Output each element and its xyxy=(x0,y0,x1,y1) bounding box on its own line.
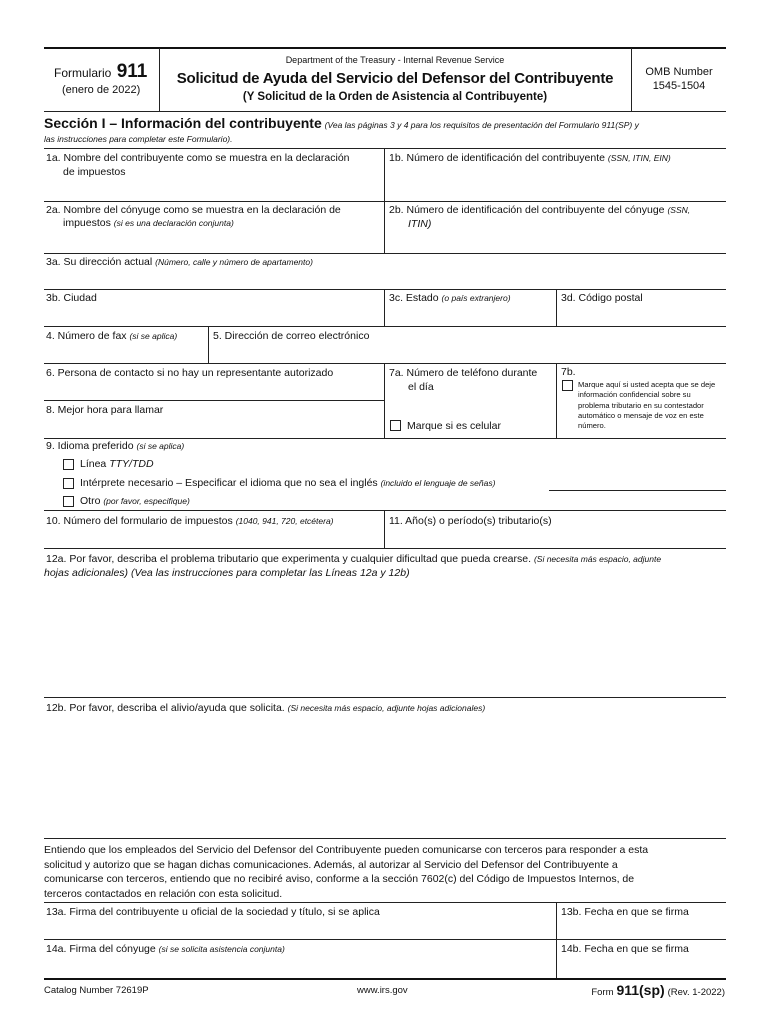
field-10-note: (1040, 941, 720, etcétera) xyxy=(235,516,334,526)
form-number: 911 xyxy=(116,61,148,82)
field-3a-note: (Número, calle y número de apartamento) xyxy=(155,257,313,267)
field-10-label xyxy=(46,514,334,528)
field-1a-label: 1a. Nombre del contribuyente como se muestra en la declaración xyxy=(46,152,350,164)
website: www.irs.gov xyxy=(357,985,408,996)
field-6-label: 6. Persona de contacto si no hay un representante autorizado xyxy=(46,367,334,379)
field-12b-note: (Si necesita más espacio, adjunte hojas adicionales) xyxy=(287,703,486,713)
voicemail-consent-checkbox[interactable] xyxy=(562,380,573,391)
field-5-label: 5. Dirección de correo electrónico xyxy=(213,330,370,342)
cell-phone-label: Marque si es celular xyxy=(407,420,501,432)
field-2a-cont xyxy=(63,216,234,230)
field-4-note: (si se aplica) xyxy=(129,331,178,341)
field-3c-input[interactable] xyxy=(385,306,556,325)
catalog-number: Catalog Number 72619P xyxy=(44,985,149,996)
field-7a-label: 7a. Número de teléfono durante xyxy=(389,367,538,379)
footer-rev: (Rev. 1-2022) xyxy=(667,987,725,998)
taxpayer-signature-input[interactable] xyxy=(44,920,556,938)
field-2b-label xyxy=(389,203,690,217)
other-note: (por favor, especifique) xyxy=(103,496,190,506)
field-7a-cont: el día xyxy=(408,381,434,393)
field-3a-input[interactable] xyxy=(44,270,726,288)
interpreter-note: (incluido el lenguaje de señas) xyxy=(380,478,496,488)
field-3d-label: 3d. Código postal xyxy=(561,292,643,304)
field-2a-cont-text: impuestos xyxy=(63,217,111,229)
field-1a-input[interactable] xyxy=(44,180,384,200)
field-1b-text: 1b. Número de identificación del contribuyente xyxy=(389,152,605,164)
tty-italic: TTY/TDD xyxy=(109,458,154,470)
field-3d-input[interactable] xyxy=(557,306,726,325)
field-12b-text: 12b. Por favor, describa el alivio/ayuda que solicita. xyxy=(46,702,285,714)
tty-text: Línea xyxy=(80,458,107,470)
field-9-label xyxy=(46,439,184,453)
form-id-footer xyxy=(591,982,725,998)
field-8-label: 8. Mejor hora para llamar xyxy=(46,404,164,416)
field-12a-note: (Si necesita más espacio, adjunte xyxy=(533,554,662,564)
field-1b-input[interactable] xyxy=(385,180,726,200)
section-note: (Vea las páginas 3 y 4 para los requisitos de presentación del Formulario 911(SP) y xyxy=(324,120,639,130)
interpreter-language-line[interactable] xyxy=(549,490,726,491)
field-12b-input[interactable] xyxy=(44,717,726,837)
other-text: Otro xyxy=(80,495,101,507)
field-4-input[interactable] xyxy=(44,344,208,362)
cell-phone-checkbox[interactable] xyxy=(390,420,401,431)
field-12a-label xyxy=(46,552,661,566)
field-14a-label xyxy=(46,942,285,956)
field-3c-note: (o país extranjero) xyxy=(441,293,511,303)
field-1b-label xyxy=(389,151,671,165)
field-12a-input[interactable] xyxy=(44,582,726,696)
field-7b-label: 7b. xyxy=(561,366,576,378)
field-2b-input[interactable] xyxy=(385,232,726,252)
field-2a-input[interactable] xyxy=(44,232,384,252)
field-14b-label: 14b. Fecha en que se firma xyxy=(561,943,689,955)
field-3b-label: 3b. Ciudad xyxy=(46,292,97,304)
form-subtitle: (Y Solicitud de la Orden de Asistencia al Contribuyente) xyxy=(242,91,548,103)
field-2b-note2: ITIN) xyxy=(408,218,432,230)
field-8-input[interactable] xyxy=(44,418,384,436)
form-word: Formulario xyxy=(54,66,112,80)
omb-label: OMB Number xyxy=(645,66,713,78)
field-3a-label xyxy=(46,255,313,269)
consent-line-1: Entiendo que los empleados del Servicio del Defensor del Contribuyente pueden comunicarse con terceros para responder a esta xyxy=(44,844,649,856)
department-label: Department of the Treasury - Internal Revenue Service xyxy=(285,55,505,65)
section-note-cont: las instrucciones para completar este Formulario). xyxy=(44,134,233,144)
field-1a-cont: de impuestos xyxy=(63,166,126,178)
section-title xyxy=(44,115,639,131)
omb-number: 1545-1504 xyxy=(652,80,706,92)
field-3c-label xyxy=(389,291,511,305)
form-title: Solicitud de Ayuda del Servicio del Defensor del Contribuyente xyxy=(176,70,614,87)
field-14a-text: 14a. Firma del cónyuge xyxy=(46,943,156,955)
field-13a-label: 13a. Firma del contribuyente u oficial de la sociedad y título, si se aplica xyxy=(46,906,380,918)
consent-text xyxy=(44,843,648,901)
field-2b-text: 2b. Número de identificación del contribuyente del cónyuge xyxy=(389,204,665,216)
field-4-text: 4. Número de fax xyxy=(46,330,127,342)
spouse-date-input[interactable] xyxy=(557,958,726,977)
form-label xyxy=(54,61,147,83)
taxpayer-date-input[interactable] xyxy=(557,920,726,938)
field-3c-text: 3c. Estado xyxy=(389,292,439,304)
field-7b-text: Marque aquí si usted acepta que se deje información confidencial sobre su problema tributario en su contestador automático o mensaje de voz en este número. xyxy=(578,380,716,431)
form-date: (enero de 2022) xyxy=(62,84,141,96)
interpreter-text: Intérprete necesario – Especificar el idioma que no sea el inglés xyxy=(80,477,378,489)
field-4-label xyxy=(46,329,177,343)
field-6-input[interactable] xyxy=(44,381,384,399)
field-11-input[interactable] xyxy=(385,529,726,547)
spouse-signature-input[interactable] xyxy=(44,958,556,977)
field-9-text: 9. Idioma preferido xyxy=(46,440,134,452)
field-2a-label: 2a. Nombre del cónyuge como se muestra en la declaración de xyxy=(46,204,341,216)
other-checkbox[interactable] xyxy=(63,496,74,507)
tty-label xyxy=(80,457,154,471)
field-11-label: 11. Año(s) o período(s) tributario(s) xyxy=(389,515,552,527)
field-2b-note: (SSN, xyxy=(667,205,691,215)
section-title-text: Sección I – Información del contribuyente xyxy=(44,115,322,131)
field-12b-label xyxy=(46,701,485,715)
field-3b-input[interactable] xyxy=(44,306,384,325)
field-3a-text: 3a. Su dirección actual xyxy=(46,256,153,268)
consent-line-3: comunicarse con terceros, entiendo que no recibiré aviso, conforme a la sección 7602(c) del Código de Impuestos Internos, de xyxy=(44,873,635,885)
field-2a-note: (si es una declaración conjunta) xyxy=(113,218,234,228)
consent-line-4: terceros contactados en relación con esta solicitud. xyxy=(44,887,283,900)
field-10-input[interactable] xyxy=(44,529,384,547)
field-10-text: 10. Número del formulario de impuestos xyxy=(46,515,233,527)
field-9-note: (si se aplica) xyxy=(136,441,185,451)
interpreter-label xyxy=(80,476,495,490)
field-7a-input[interactable] xyxy=(385,395,556,415)
interpreter-checkbox[interactable] xyxy=(63,478,74,489)
field-13b-label: 13b. Fecha en que se firma xyxy=(561,906,689,918)
field-5-input[interactable] xyxy=(209,344,726,362)
footer-form-id: 911(sp) xyxy=(616,982,665,998)
field-12a-text: 12a. Por favor, describa el problema tributario que experimenta y cualquier dificultad que pueda crearse. xyxy=(46,553,532,565)
footer-form-word: Form xyxy=(591,987,614,998)
other-label xyxy=(80,494,190,508)
tty-checkbox[interactable] xyxy=(63,459,74,470)
field-14a-note: (si se solicita asistencia conjunta) xyxy=(158,944,285,954)
consent-line-2: solicitud y autorizo que se hagan dichas comunicaciones. Además, al autorizar al Servicio del Defensor del Contribuyente a xyxy=(44,858,618,871)
field-1b-note: (SSN, ITIN, EIN) xyxy=(607,153,671,163)
field-12a-note2: hojas adicionales) (Vea las instrucciones para completar las Líneas 12a y 12b) xyxy=(44,567,410,579)
